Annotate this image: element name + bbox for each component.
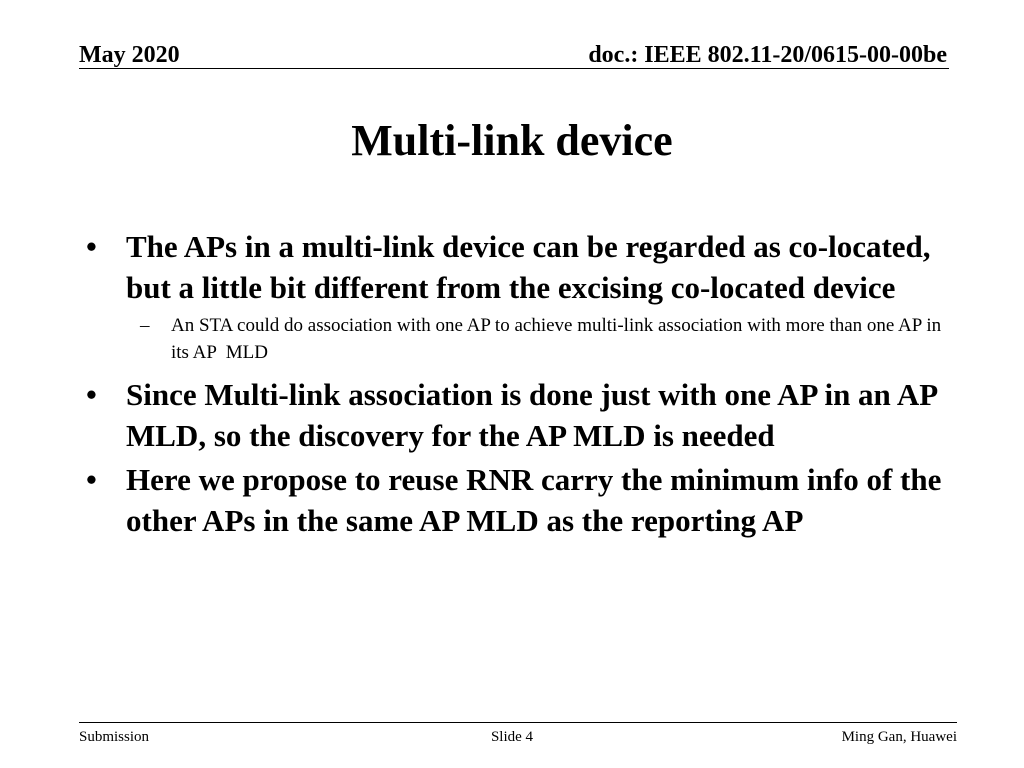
sub-bullet-text-1: An STA could do association with one AP to achieve multi-link association with more than one AP in its AP MLD	[171, 315, 946, 363]
header-doc-id: doc.: IEEE 802.11-20/0615-00-00be	[588, 42, 947, 68]
footer-submission: Submission	[79, 729, 150, 745]
header-divider	[79, 68, 949, 69]
footer-divider	[79, 722, 957, 723]
sub-bullet-marker: –	[140, 315, 150, 336]
bullet-marker: •	[86, 377, 97, 412]
bullet-item-2	[83, 375, 953, 456]
slide-title: Multi-link device	[351, 116, 673, 165]
sub-bullet-item-1	[83, 312, 953, 366]
slide-body	[83, 227, 953, 545]
footer-slide-number: Slide 4	[490, 729, 534, 745]
bullet-marker: •	[86, 229, 97, 264]
bullet-item-3	[83, 460, 953, 541]
bullet-marker: •	[86, 462, 97, 497]
footer-author: Ming Gan, Huawei	[841, 729, 957, 745]
bullet-text-3: Here we propose to reuse RNR carry the minimum info of the other APs in the same AP MLD as the reporting AP	[126, 462, 942, 538]
bullet-text-2: Since Multi-link association is done just with one AP in an AP MLD, so the discovery for the AP MLD is needed	[126, 377, 937, 453]
header-date: May 2020	[79, 42, 180, 68]
bullet-item-1	[83, 227, 953, 308]
bullet-text-1: The APs in a multi-link device can be regarded as co-located, but a little bit different from the excising co-located device	[126, 229, 931, 305]
